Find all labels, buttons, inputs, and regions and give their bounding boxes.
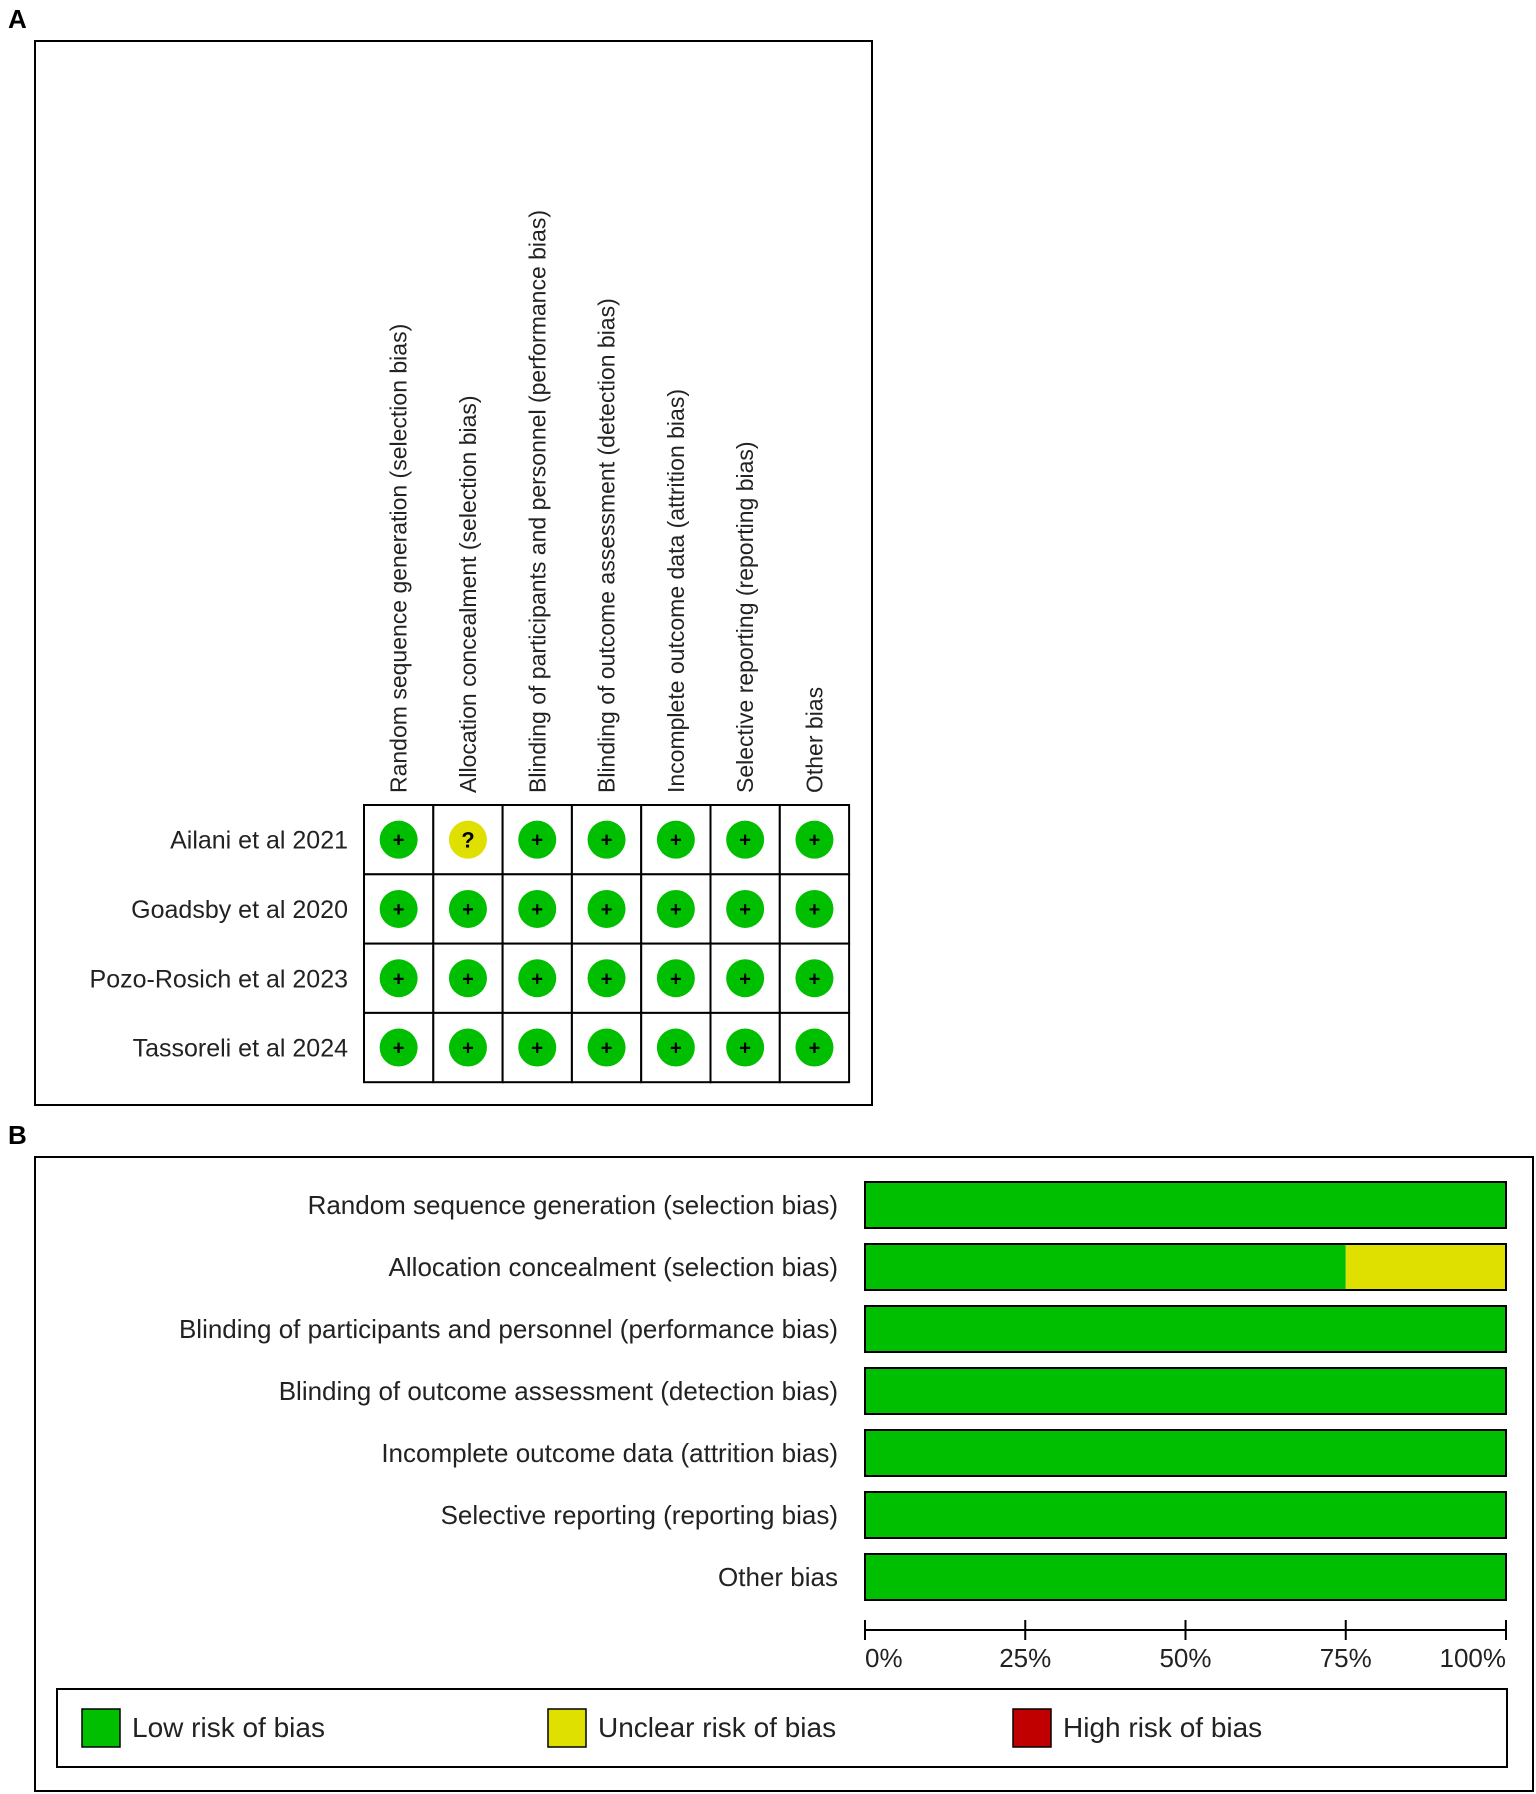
judgement-symbol: + — [392, 898, 405, 921]
judgement-symbol: + — [808, 829, 821, 852]
judgement-symbol: + — [670, 968, 682, 991]
domain-header-2: Allocation concealment (selection bias) — [454, 395, 481, 793]
legend-label-2: Unclear risk of bias — [598, 1712, 837, 1743]
legend-swatch-2 — [548, 1709, 586, 1747]
bar-segment-7-1 — [865, 1554, 1506, 1600]
judgement-symbol: + — [600, 968, 613, 991]
judgement-symbol: + — [531, 829, 544, 852]
judgement-symbol: + — [462, 1037, 474, 1060]
judgement-symbol: + — [739, 1037, 751, 1060]
judgement-symbol: + — [600, 829, 613, 852]
bar-segment-5-1 — [865, 1430, 1506, 1476]
bar-segment-1-1 — [865, 1182, 1506, 1228]
study-label-2: Goadsby et al 2020 — [131, 895, 348, 924]
judgement-symbol: + — [739, 968, 751, 991]
x-tick-label-1: 0% — [865, 1643, 903, 1673]
judgement-symbol: + — [600, 898, 613, 921]
judgement-symbol: + — [392, 1037, 405, 1060]
risk-of-bias-graph-chart — [0, 1130, 1536, 1794]
judgement-symbol: + — [531, 1037, 544, 1060]
x-tick-label-2: 25% — [999, 1643, 1052, 1673]
judgement-symbol: + — [739, 898, 751, 921]
judgement-symbol: + — [392, 829, 405, 852]
x-tick-label-3: 50% — [1159, 1643, 1212, 1673]
legend-label-1: Low risk of bias — [132, 1712, 325, 1743]
bar-category-label-4: Blinding of outcome assessment (detection bias) — [278, 1376, 838, 1406]
study-label-4: Tassoreli et al 2024 — [132, 1034, 348, 1063]
domain-header-1: Random sequence generation (selection bias) — [385, 323, 412, 793]
judgement-symbol: + — [739, 829, 751, 852]
judgement-symbol: + — [392, 968, 405, 991]
x-tick-label-4: 75% — [1319, 1643, 1372, 1673]
bar-segment-2-2 — [1346, 1244, 1506, 1290]
judgement-symbol: + — [531, 898, 544, 921]
legend-swatch-1 — [82, 1709, 120, 1747]
bar-segment-3-1 — [865, 1306, 1506, 1352]
bar-category-label-6: Selective reporting (reporting bias) — [440, 1500, 838, 1530]
domain-header-5: Incomplete outcome data (attrition bias) — [662, 389, 689, 793]
legend-label-3: High risk of bias — [1063, 1712, 1263, 1743]
domain-header-3: Blinding of participants and personnel (performance bias) — [524, 210, 551, 793]
bar-segment-6-1 — [865, 1492, 1506, 1538]
judgement-symbol: + — [670, 898, 682, 921]
judgement-symbol: + — [462, 898, 474, 921]
judgement-symbol: + — [808, 898, 821, 921]
judgement-symbol: ? — [461, 827, 475, 853]
bar-category-label-7: Other bias — [718, 1562, 838, 1592]
judgement-symbol: + — [600, 1037, 613, 1060]
bar-segment-2-1 — [865, 1244, 1346, 1290]
bar-category-label-2: Allocation concealment (selection bias) — [388, 1252, 838, 1282]
judgement-symbol: + — [462, 968, 474, 991]
study-label-1: Ailani et al 2021 — [170, 826, 348, 855]
judgement-symbol: + — [808, 1037, 821, 1060]
legend-swatch-3 — [1013, 1709, 1051, 1747]
domain-header-4: Blinding of outcome assessment (detection bias) — [593, 298, 620, 793]
domain-header-6: Selective reporting (reporting bias) — [732, 441, 759, 793]
bar-category-label-3: Blinding of participants and personnel (performance bias) — [178, 1314, 838, 1344]
judgement-symbol: + — [670, 829, 682, 852]
judgement-symbol: + — [670, 1037, 682, 1060]
panel-a-label: A — [8, 4, 27, 34]
x-tick-label-5: 100% — [1439, 1643, 1506, 1673]
judgement-symbol: + — [531, 968, 544, 991]
study-label-3: Pozo-Rosich et al 2023 — [89, 965, 348, 994]
bar-category-label-5: Incomplete outcome data (attrition bias) — [381, 1438, 838, 1468]
panel-b-label: B — [8, 1120, 27, 1150]
bar-segment-4-1 — [865, 1368, 1506, 1414]
bar-category-label-1: Random sequence generation (selection bias) — [307, 1190, 838, 1220]
domain-header-7: Other bias — [801, 686, 828, 793]
judgement-symbol: + — [808, 968, 821, 991]
